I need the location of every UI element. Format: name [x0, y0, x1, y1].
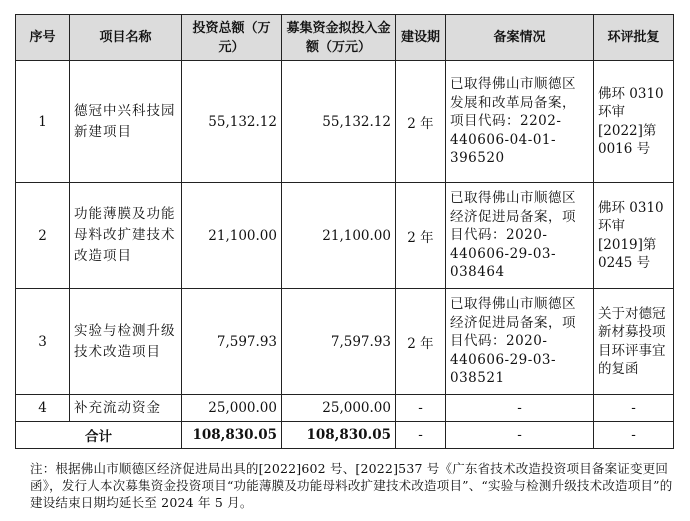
header-period: 建设期 — [396, 15, 446, 61]
cell-period: 2 年 — [396, 289, 446, 395]
cell-period: 2 年 — [396, 61, 446, 183]
cell-investment: 7,597.93 — [182, 289, 282, 395]
cell-period: - — [396, 395, 446, 422]
cell-project-name: 功能薄膜及功能母料改扩建技术改造项目 — [70, 183, 182, 289]
total-raised: 108,830.05 — [282, 422, 396, 449]
table-row — [16, 289, 674, 395]
cell-investment: 21,100.00 — [182, 183, 282, 289]
total-record: - — [446, 422, 594, 449]
footnote: 注：根据佛山市顺德区经济促进局出具的[2022]602 号、[2022]537 号《广东省技术改造投资项目备案证变更回函》，发行人本次募集资金投资项目“功能薄膜及功能母料改扩建技术改造项目”、“实验与检测升级技术改造项目”的建设结束日期均延长至 2024 年 5 月。 — [30, 461, 673, 510]
cell-env: 佛环 0310 环审[2019]第 0245 号 — [594, 183, 674, 289]
cell-investment: 55,132.12 — [182, 61, 282, 183]
header-record: 备案情况 — [446, 15, 594, 61]
header-investment: 投资总额（万元） — [182, 15, 282, 61]
projects-table — [15, 14, 674, 449]
cell-seq: 1 — [16, 61, 70, 183]
cell-raised: 25,000.00 — [282, 395, 396, 422]
cell-raised: 55,132.12 — [282, 61, 396, 183]
header-row — [16, 15, 674, 61]
cell-env: 佛环 0310 环审[2022]第 0016 号 — [594, 61, 674, 183]
header-name: 项目名称 — [70, 15, 182, 61]
cell-period: 2 年 — [396, 183, 446, 289]
cell-record: 已取得佛山市顺德区经济促进局备案，项目代码：2020-440606-29-03-038521 — [446, 289, 594, 395]
total-env: - — [594, 422, 674, 449]
cell-project-name: 德冠中兴科技园新建项目 — [70, 61, 182, 183]
cell-project-name: 实验与检测升级技术改造项目 — [70, 289, 182, 395]
total-row — [16, 422, 674, 449]
cell-raised: 7,597.93 — [282, 289, 396, 395]
table-row — [16, 395, 674, 422]
cell-record: 已取得佛山市顺德区发展和改革局备案，项目代码：2202-440606-04-01-396520 — [446, 61, 594, 183]
cell-seq: 3 — [16, 289, 70, 395]
header-raised: 募集资金拟投入金额（万元） — [282, 15, 396, 61]
header-seq: 序号 — [16, 15, 70, 61]
cell-record: 已取得佛山市顺德区经济促进局备案，项目代码：2020-440606-29-03-038464 — [446, 183, 594, 289]
table-row — [16, 183, 674, 289]
header-env: 环评批复 — [594, 15, 674, 61]
total-investment: 108,830.05 — [182, 422, 282, 449]
cell-seq: 4 — [16, 395, 70, 422]
cell-env: - — [594, 395, 674, 422]
cell-record: - — [446, 395, 594, 422]
total-label: 合计 — [16, 422, 182, 449]
table-row — [16, 61, 674, 183]
cell-raised: 21,100.00 — [282, 183, 396, 289]
cell-seq: 2 — [16, 183, 70, 289]
cell-project-name: 补充流动资金 — [70, 395, 182, 422]
cell-env: 关于对德冠新材募投项目环评事宜的复函 — [594, 289, 674, 395]
cell-investment: 25,000.00 — [182, 395, 282, 422]
total-period: - — [396, 422, 446, 449]
